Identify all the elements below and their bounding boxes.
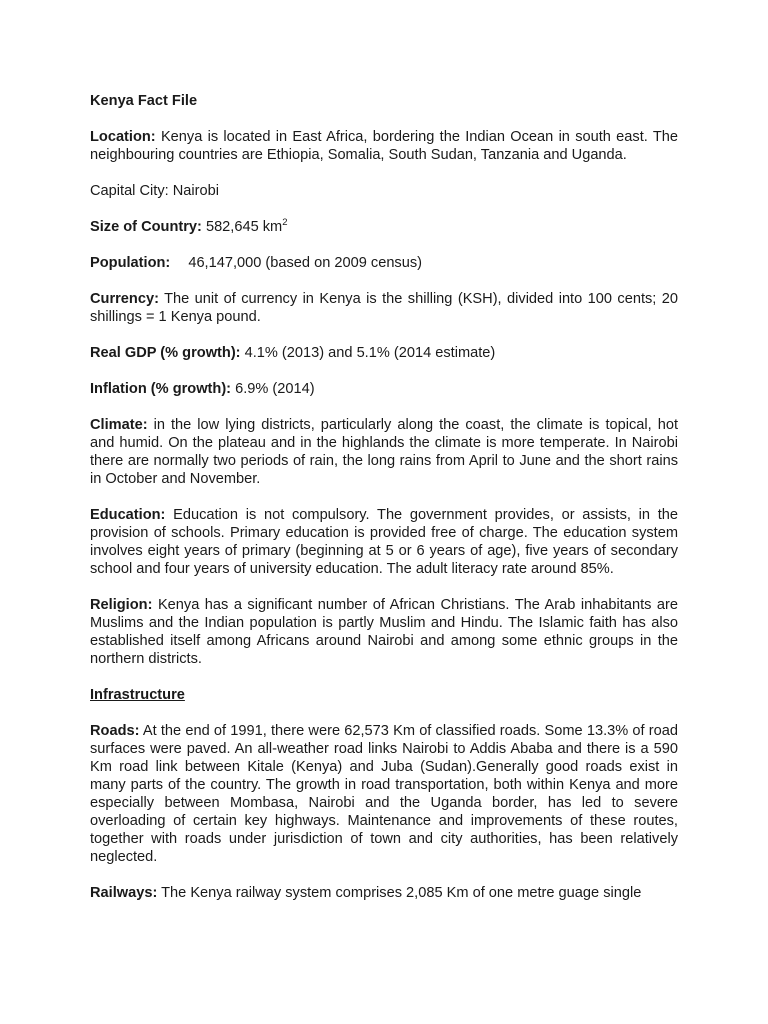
gdp-label: Real GDP (% growth): xyxy=(90,345,241,361)
climate-label: Climate: xyxy=(90,417,148,433)
religion-text: Kenya has a significant number of African Christians. The Arab inhabitants are Muslims and the Indian population is partly Muslim and Hindu. The Islamic faith has also established itself among Africans around Nairobi and among some ethnic groups in the northern districts. xyxy=(90,597,679,667)
railways-text: The Kenya railway system comprises 2,085 Km of one metre guage single xyxy=(161,885,642,901)
capital-paragraph xyxy=(90,182,678,200)
population-label: Population: xyxy=(90,255,171,271)
religion-paragraph xyxy=(90,596,678,668)
gdp-paragraph xyxy=(90,344,678,362)
size-superscript: 2 xyxy=(282,217,288,228)
education-label: Education: xyxy=(90,507,166,523)
size-paragraph xyxy=(90,218,678,236)
currency-text: The unit of currency in Kenya is the shilling (KSH), divided into 100 cents; 20 shillings = 1 Kenya pound. xyxy=(90,291,678,325)
location-text: Kenya is located in East Africa, bordering the Indian Ocean in south east. The neighbouring countries are Ethiopia, Somalia, South Sudan, Tanzania and Uganda. xyxy=(90,129,678,163)
education-paragraph xyxy=(90,506,678,578)
infrastructure-heading: Infrastructure xyxy=(90,687,185,703)
currency-label: Currency: xyxy=(90,291,159,307)
religion-label: Religion: xyxy=(90,597,153,613)
population-paragraph xyxy=(90,254,678,272)
roads-paragraph xyxy=(90,722,678,866)
capital-text: Capital City: Nairobi xyxy=(90,183,219,199)
size-label: Size of Country: xyxy=(90,219,202,235)
location-paragraph xyxy=(90,128,678,164)
railways-label: Railways: xyxy=(90,885,158,901)
roads-text: At the end of 1991, there were 62,573 Km of classified roads. Some 13.3% of road surfaces were paved. An all-weather road links Nairobi to Addis Ababa and there is a 590 Km road link between Kitale (Kenya) and Juba (Sudan).Generally good roads exist in many parts of the country. The growth in road transportation, both within Kenya and more especially between Mombasa, Nairobi and the Uganda border, has led to severe overloading of certain key highways. Maintenance and improvements of these routes, together with roads under jurisdiction of town and city authorities, has been relatively neglected. xyxy=(90,723,679,865)
document-title: Kenya Fact File xyxy=(90,93,198,109)
roads-label: Roads: xyxy=(90,723,140,739)
location-label: Location: xyxy=(90,129,156,145)
railways-paragraph xyxy=(90,884,678,902)
inflation-text: 6.9% (2014) xyxy=(235,381,315,397)
climate-text: in the low lying districts, particularly along the coast, the climate is topical, hot and humid. On the plateau and in the highlands the climate is more temperate. In Nairobi there are normally two periods of rain, the long rains from April to June and the short rains in October and November. xyxy=(90,417,678,487)
climate-paragraph xyxy=(90,416,678,488)
currency-paragraph xyxy=(90,290,678,326)
size-value: 582,645 km xyxy=(205,219,283,235)
inflation-label: Inflation (% growth): xyxy=(90,381,232,397)
population-text: 46,147,000 (based on 2009 census) xyxy=(188,255,423,271)
education-text: Education is not compulsory. The government provides, or assists, in the provision of schools. Primary education is provided free of charge. The education system involves eight years of primary (beginning at 5 or 6 years of age), five years of secondary school and four years of university education. The adult literacy rate around 85%. xyxy=(90,507,678,577)
document-page xyxy=(90,92,678,920)
inflation-paragraph xyxy=(90,380,678,398)
gdp-text: 4.1% (2013) and 5.1% (2014 estimate) xyxy=(244,345,496,361)
